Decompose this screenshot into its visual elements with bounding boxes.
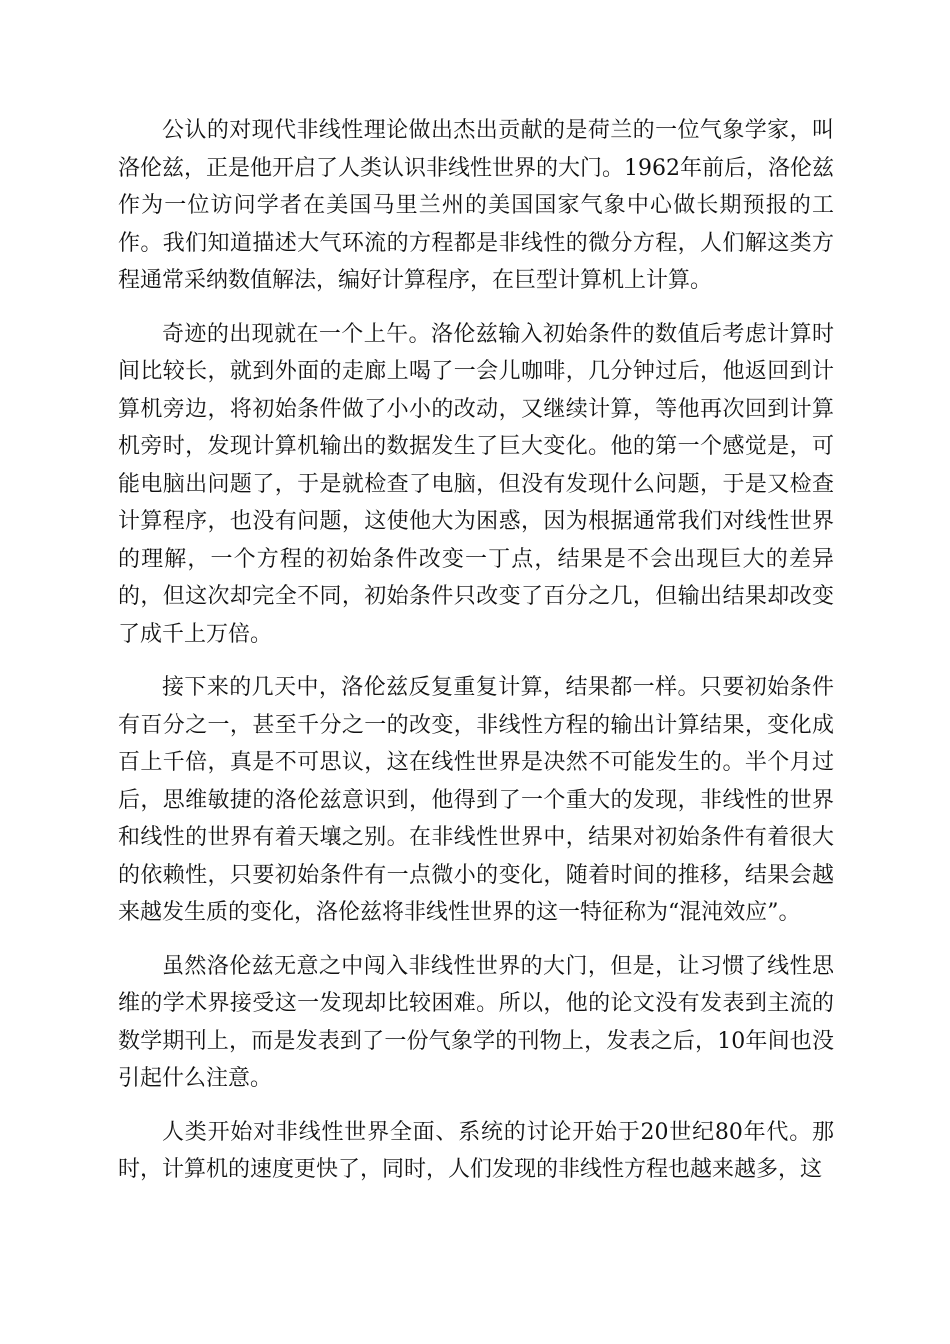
paragraph-5: 人类开始对非线性世界全面、系统的讨论开始于20世纪80年代。那时，计算机的速度更快了，同时，人们发现的非线性方程也越来越多，这 (118, 1119, 834, 1182)
paragraph-4: 虽然洛伦兹无意之中闯入非线性世界的大门，但是，让习惯了线性思维的学术界接受这一发现却比较困难。所以，他的论文没有发表到主流的数学期刊上，而是发表到了一份气象学的刊物上，发表之后，10年间也没引起什么注意。 (118, 953, 834, 1091)
document-page (118, 112, 834, 1205)
paragraph-3: 接下来的几天中，洛伦兹反复重复计算，结果都一样。只要初始条件有百分之一，甚至千分之一的改变，非线性方程的输出计算结果，变化成百上千倍，真是不可思议，这在线性世界是决然不可能发生的。半个月过后，思维敏捷的洛伦兹意识到，他得到了一个重大的发现，非线性的世界和线性的世界有着天壤之别。在非线性世界中，结果对初始条件有着很大的依赖性，只要初始条件有一点微小的变化，随着时间的推移，结果会越来越发生质的变化，洛伦兹将非线性世界的这一特征称为“混沌效应”。 (118, 675, 834, 925)
paragraph-2: 奇迹的出现就在一个上午。洛伦兹输入初始条件的数值后考虑计算时间比较长，就到外面的走廊上喝了一会儿咖啡，几分钟过后，他返回到计算机旁边，将初始条件做了小小的改动，又继续计算，等他再次回到计算机旁时，发现计算机输出的数据发生了巨大变化。他的第一个感觉是，可能电脑出问题了，于是就检查了电脑，但没有发现什么问题，于是又检查计算程序，也没有问题，这使他大为困惑，因为根据通常我们对线性世界的理解，一个方程的初始条件改变一丁点，结果是不会出现巨大的差异的，但这次却完全不同，初始条件只改变了百分之几，但输出结果却改变了成千上万倍。 (118, 321, 834, 647)
paragraph-1: 公认的对现代非线性理论做出杰出贡献的是荷兰的一位气象学家，叫洛伦兹，正是他开启了人类认识非线性世界的大门。1962年前后，洛伦兹作为一位访问学者在美国马里兰州的美国国家气象中心做长期预报的工作。我们知道描述大气环流的方程都是非线性的微分方程，人们解这类方程通常采纳数值解法，编好计算程序，在巨型计算机上计算。 (118, 118, 834, 293)
